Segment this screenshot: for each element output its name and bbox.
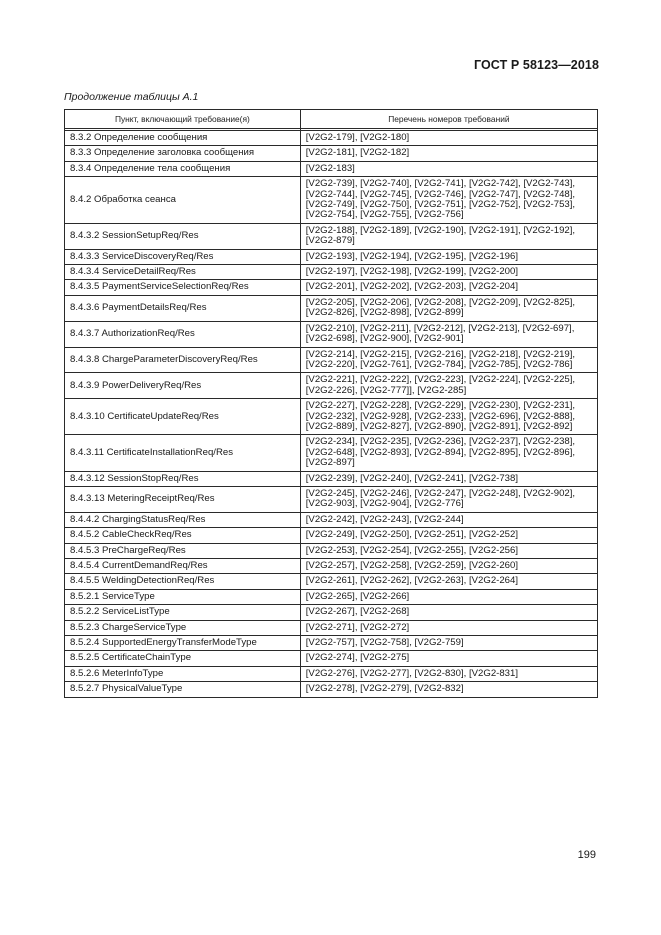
requirements-cell: [V2G2-276], [V2G2-277], [V2G2-830], [V2G2-831] [300,666,597,681]
requirements-cell: [V2G2-274], [V2G2-275] [300,651,597,666]
requirements-cell: [V2G2-214], [V2G2-215], [V2G2-216], [V2G2-218], [V2G2-219], [V2G2-220], [V2G2-761], [V2G2-784], [V2G2-785], [V2G2-786] [300,347,597,373]
requirements-cell: [V2G2-267], [V2G2-268] [300,605,597,620]
clause-cell: 8.4.5.5 WeldingDetectionReq/Res [65,574,301,589]
table-row [65,559,598,574]
page-number: 199 [577,849,596,861]
table-row [65,161,598,176]
requirements-table [64,109,598,698]
table-row [65,223,598,249]
clause-cell: 8.4.3.11 CertificateInstallationReq/Res [65,435,301,471]
clause-cell: 8.4.3.7 AuthorizationReq/Res [65,321,301,347]
table-row [65,666,598,681]
clause-cell: 8.4.3.2 SessionSetupReq/Res [65,223,301,249]
table-row [65,347,598,373]
table-row [65,265,598,280]
requirements-cell: [V2G2-221], [V2G2-222], [V2G2-223], [V2G2-224], [V2G2-225], [V2G2-226], [V2G2-777]], [V2G2-285] [300,373,597,399]
table-caption: Продолжение таблицы А.1 [64,91,199,103]
table-row [65,512,598,527]
column-header-clause: Пункт, включающий требование(я) [65,110,301,129]
clause-cell: 8.4.3.12 SessionStopReq/Res [65,471,301,486]
requirements-cell: [V2G2-227], [V2G2-228], [V2G2-229], [V2G2-230], [V2G2-231], [V2G2-232], [V2G2-928], [V2G2-233], [V2G2-696], [V2G2-888], [V2G2-889], [V2G2-827], [V2G2-890], [V2G2-891], [V2G2-892] [300,399,597,435]
clause-cell: 8.3.2 Определение сообщения [65,131,301,146]
clause-cell: 8.5.2.1 ServiceType [65,589,301,604]
requirements-cell: [V2G2-739], [V2G2-740], [V2G2-741], [V2G2-742], [V2G2-743], [V2G2-744], [V2G2-745], [V2G2-746], [V2G2-747], [V2G2-748], [V2G2-749], [V2G2-750], [V2G2-751], [V2G2-752], [V2G2-753], [V2G2-754], [V2G2-755], [V2G2-756] [300,177,597,224]
requirements-cell: [V2G2-271], [V2G2-272] [300,620,597,635]
requirements-cell: [V2G2-261], [V2G2-262], [V2G2-263], [V2G2-264] [300,574,597,589]
clause-cell: 8.4.3.6 PaymentDetailsReq/Res [65,295,301,321]
clause-cell: 8.3.4 Определение тела сообщения [65,161,301,176]
requirements-cell: [V2G2-278], [V2G2-279], [V2G2-832] [300,682,597,697]
requirements-cell: [V2G2-245], [V2G2-246], [V2G2-247], [V2G2-248], [V2G2-902], [V2G2-903], [V2G2-904], [V2G2-776] [300,486,597,512]
clause-cell: 8.5.2.4 SupportedEnergyTransferModeType [65,636,301,651]
clause-cell: 8.5.2.5 CertificateChainType [65,651,301,666]
table-row [65,373,598,399]
table-row [65,574,598,589]
table-row [65,280,598,295]
clause-cell: 8.5.2.7 PhysicalValueType [65,682,301,697]
table-header-row [65,110,598,129]
table-row [65,321,598,347]
requirements-cell: [V2G2-201], [V2G2-202], [V2G2-203], [V2G2-204] [300,280,597,295]
clause-cell: 8.4.5.4 CurrentDemandReq/Res [65,559,301,574]
clause-cell: 8.4.4.2 ChargingStatusReq/Res [65,512,301,527]
table-row [65,651,598,666]
table-row [65,605,598,620]
clause-cell: 8.4.2 Обработка сеанса [65,177,301,224]
requirements-cell: [V2G2-253], [V2G2-254], [V2G2-255], [V2G2-256] [300,543,597,558]
table-row [65,295,598,321]
table-row [65,399,598,435]
table-row [65,636,598,651]
clause-cell: 8.4.3.8 ChargeParameterDiscoveryReq/Res [65,347,301,373]
requirements-cell: [V2G2-265], [V2G2-266] [300,589,597,604]
requirements-cell: [V2G2-193], [V2G2-194], [V2G2-195], [V2G2-196] [300,249,597,264]
table-row [65,249,598,264]
document-header: ГОСТ Р 58123—2018 [473,58,599,72]
requirements-cell: [V2G2-210], [V2G2-211], [V2G2-212], [V2G2-213], [V2G2-697], [V2G2-698], [V2G2-900], [V2G2-901] [300,321,597,347]
table-row [65,620,598,635]
requirements-cell: [V2G2-205], [V2G2-206], [V2G2-208], [V2G2-209], [V2G2-825], [V2G2-826], [V2G2-898], [V2G2-899] [300,295,597,321]
clause-cell: 8.5.2.2 ServiceListType [65,605,301,620]
table-row [65,435,598,471]
table-row [65,131,598,146]
table-row [65,543,598,558]
clause-cell: 8.4.3.5 PaymentServiceSelectionReq/Res [65,280,301,295]
requirements-cell: [V2G2-188], [V2G2-189], [V2G2-190], [V2G2-191], [V2G2-192], [V2G2-879] [300,223,597,249]
clause-cell: 8.4.5.3 PreChargeReq/Res [65,543,301,558]
table-row [65,528,598,543]
clause-cell: 8.5.2.6 MeterInfoType [65,666,301,681]
clause-cell: 8.4.5.2 CableCheckReq/Res [65,528,301,543]
requirements-cell: [V2G2-242], [V2G2-243], [V2G2-244] [300,512,597,527]
table-row [65,471,598,486]
clause-cell: 8.4.3.10 CertificateUpdateReq/Res [65,399,301,435]
table-row [65,589,598,604]
requirements-cell: [V2G2-183] [300,161,597,176]
requirements-cell: [V2G2-257], [V2G2-258], [V2G2-259], [V2G2-260] [300,559,597,574]
requirements-cell: [V2G2-239], [V2G2-240], [V2G2-241], [V2G2-738] [300,471,597,486]
requirements-cell: [V2G2-757], [V2G2-758], [V2G2-759] [300,636,597,651]
requirements-cell: [V2G2-197], [V2G2-198], [V2G2-199], [V2G2-200] [300,265,597,280]
clause-cell: 8.4.3.13 MeteringReceiptReq/Res [65,486,301,512]
table-row [65,146,598,161]
column-header-requirements: Перечень номеров требований [300,110,597,129]
table-row [65,682,598,697]
clause-cell: 8.4.3.3 ServiceDiscoveryReq/Res [65,249,301,264]
requirements-cell: [V2G2-249], [V2G2-250], [V2G2-251], [V2G2-252] [300,528,597,543]
clause-cell: 8.3.3 Определение заголовка сообщения [65,146,301,161]
table-row [65,486,598,512]
clause-cell: 8.5.2.3 ChargeServiceType [65,620,301,635]
requirements-cell: [V2G2-179], [V2G2-180] [300,131,597,146]
requirements-cell: [V2G2-234], [V2G2-235], [V2G2-236], [V2G2-237], [V2G2-238], [V2G2-648], [V2G2-893], [V2G2-894], [V2G2-895], [V2G2-896], [V2G2-897] [300,435,597,471]
requirements-cell: [V2G2-181], [V2G2-182] [300,146,597,161]
table-row [65,177,598,224]
clause-cell: 8.4.3.9 PowerDeliveryReq/Res [65,373,301,399]
clause-cell: 8.4.3.4 ServiceDetailReq/Res [65,265,301,280]
